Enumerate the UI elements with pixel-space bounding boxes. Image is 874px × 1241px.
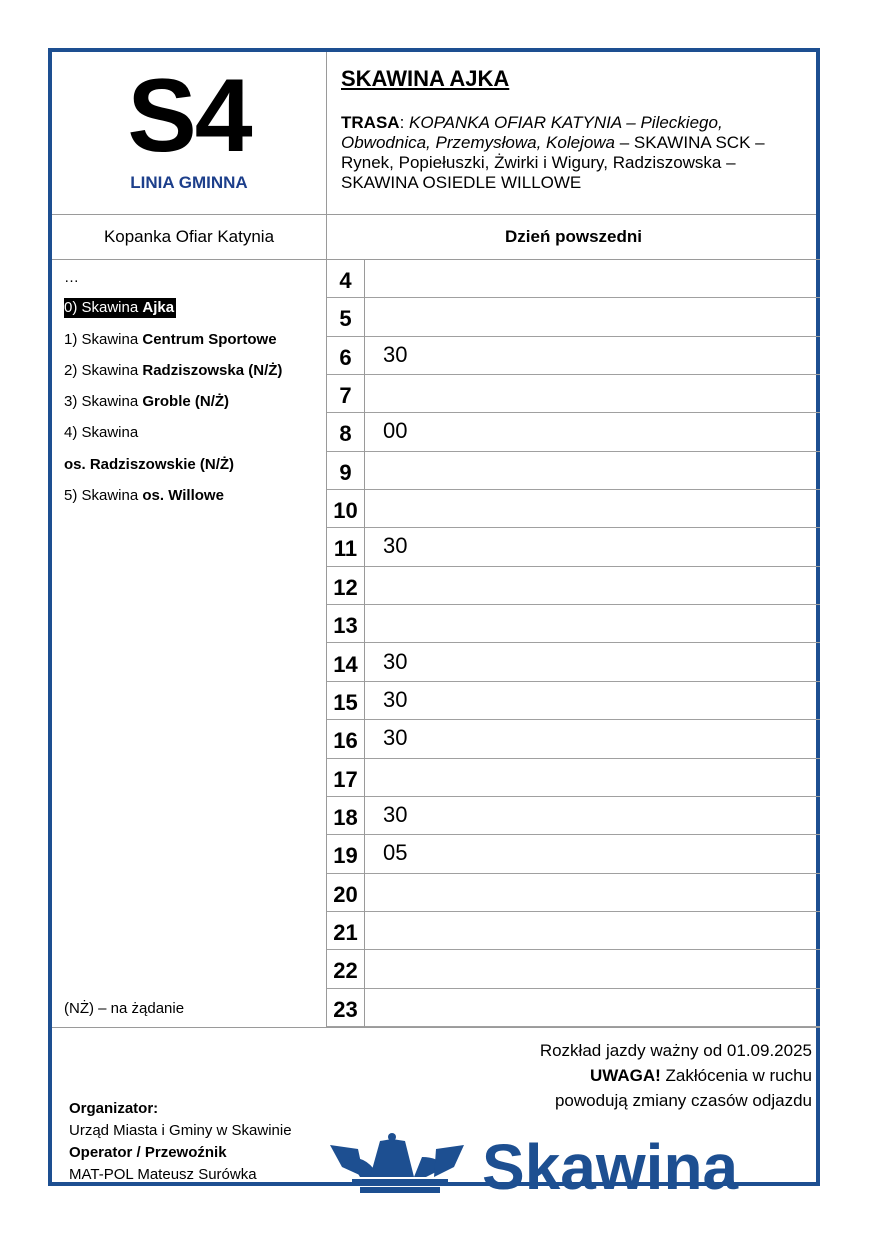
hour-cell: 14 [327,644,365,682]
hour-cell: 18 [327,797,365,835]
hour-cell: 13 [327,605,365,643]
hour-cell: 5 [327,298,365,336]
timetable-row [327,413,820,451]
stop-item: 2) Skawina Radziszowska (N/Ż) [64,362,283,379]
stop-title: SKAWINA AJKA [341,66,510,91]
minutes-cell: 00 [383,418,408,444]
route-rest: – SKAWINA SCK – Rynek, Popiełuszki, Żwirki i Wigury, Radziszowska – SKAWINA OSIEDLE WILLOWE [341,133,765,192]
day-type-label: Dzień powszedni [327,215,820,260]
stop-item: 1) Skawina Centrum Sportowe [64,331,277,348]
hour-cell: 7 [327,375,365,413]
stop-item: os. Radziszowskie (N/Ż) [64,456,235,473]
timetable-row [327,759,820,797]
stops-ellipsis: … [64,269,79,286]
organizer-info [69,1098,292,1186]
direction-label: Kopanka Ofiar Katynia [52,215,327,260]
line-type-label: LINIA GMINNA [130,173,248,192]
warning-line-2: powodują zmiany czasów odjazdu [554,1091,812,1110]
stop-header [327,52,816,215]
timetable-row [327,452,820,490]
minutes-cell: 30 [383,686,408,712]
timetable-row [327,950,820,988]
hour-cell: 4 [327,260,365,298]
timetable-row [327,298,820,336]
request-stop-legend: (NŻ) – na żądanie [64,1000,185,1017]
stop-item: 4) Skawina [64,424,139,441]
stop-item: 5) Skawina os. Willowe [64,487,224,504]
hour-cell: 19 [327,835,365,873]
operator-label: Operator / Przewoźnik [69,1144,227,1161]
minutes-cell: 30 [383,533,408,559]
hour-cell: 17 [327,759,365,797]
operator-name: MAT-POL Mateusz Surówka [69,1166,257,1183]
hour-cell: 12 [327,567,365,605]
hour-cell: 16 [327,720,365,758]
timetable-row [327,874,820,912]
hour-cell: 15 [327,682,365,720]
minutes-cell: 30 [383,341,408,367]
timetable-row [327,835,820,873]
route-description: TRASA: KOPANKA OFIAR KATYNIA – Pileckiego, Obwodnica, Przemysłowa, Kolejowa – SKAWINA SCK – Rynek, Popiełuszki, Żwirki i Wigury, Radziszowska – SKAWINA OSIEDLE WILLOWE [341,113,765,192]
organizer-label: Organizator: [69,1100,159,1117]
timetable-row [327,989,820,1027]
validity-info [540,1038,812,1113]
warning-line: UWAGA! Zakłócenia w ruchu [589,1066,812,1085]
timetable-row [327,720,820,758]
hour-cell: 6 [327,337,365,375]
timetable-row [327,337,820,375]
timetable-row [327,528,820,566]
timetable-row [327,260,820,298]
timetable-row [327,605,820,643]
hour-cell: 22 [327,950,365,988]
minutes-cell: 30 [383,725,408,751]
hour-cell: 8 [327,413,365,451]
hour-cell: 21 [327,912,365,950]
minutes-cell: 30 [383,648,408,674]
route-label: TRASA [341,113,400,132]
timetable-row [327,644,820,682]
line-header [52,52,327,215]
logo-text: Skawina [482,1131,739,1197]
line-number: S4 [127,58,251,174]
hour-cell: 23 [327,989,365,1027]
hour-cell: 9 [327,452,365,490]
timetable-row [327,682,820,720]
divider [52,1027,820,1028]
timetable-row [327,797,820,835]
timetable-row [327,567,820,605]
minutes-cell: 30 [383,801,408,827]
skawina-logo [330,1127,830,1197]
timetable-row [327,375,820,413]
stop-item: 3) Skawina Groble (N/Ż) [64,393,230,410]
hour-cell: 10 [327,490,365,528]
hour-cell: 20 [327,874,365,912]
hour-cell: 11 [327,528,365,566]
timetable-row [327,490,820,528]
organizer-name: Urząd Miasta i Gminy w Skawinie [69,1122,292,1139]
stop-item-current: 0) Skawina Ajka [64,299,175,316]
validity-date: Rozkład jazdy ważny od 01.09.2025 [539,1041,812,1060]
timetable-row [327,912,820,950]
warning-label: UWAGA! [589,1066,661,1085]
departure-table [327,260,820,1027]
stops-list [52,260,327,1027]
minutes-cell: 05 [383,840,408,866]
route-italic: KOPANKA OFIAR KATYNIA – Pileckiego, Obwodnica, Przemysłowa, Kolejowa [341,113,723,152]
